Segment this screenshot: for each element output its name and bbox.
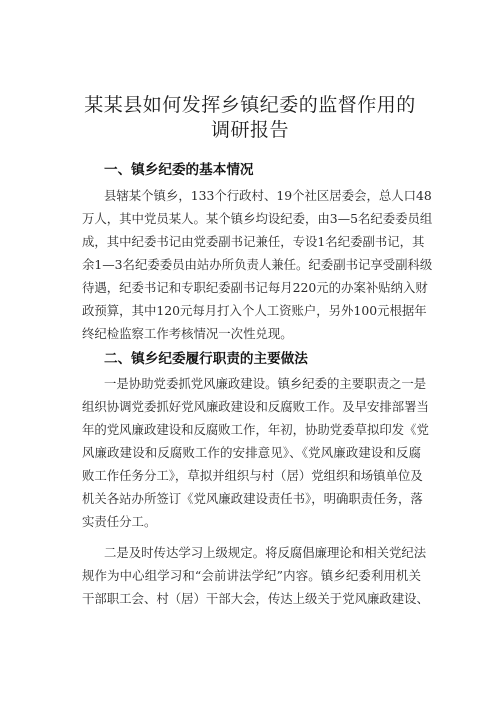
section-2-paragraph-1-line: 风廉政建设和反腐败工作的安排意见》、《党风廉政建设和反腐: [82, 445, 421, 460]
document-title-line-2: 调研报告: [210, 119, 289, 141]
section-1-heading: 一、镇乡纪委的基本情况: [104, 162, 254, 178]
section-2-paragraph-1-line: 年的党风廉政建设和反腐败工作，年初，协助党委草拟印发《党: [82, 422, 429, 437]
section-1-paragraph-line: 余1—3名纪委委员由站办所负责人兼任。纪委副书记享受副科级: [82, 257, 433, 272]
section-1-paragraph-line: 政预算，其中120元每月打入个人工资账户，另外100元根据年: [82, 303, 427, 318]
section-1-paragraph-line: 待遇，纪委书记和专职纪委副书记每月220元的办案补贴纳入财: [82, 280, 428, 295]
section-2-paragraph-1-line: 组织协调党委抓好党风廉政建设和反腐败工作。及早安排部署当: [82, 399, 429, 414]
section-2-paragraph-1-line: 机关各站办所签订《党风廉政建设责任书》，明确职责任务，落: [82, 491, 423, 506]
section-2-paragraph-2-line: 规作为中心组学习和“会前讲法学纪”内容。镇乡纪委利用机关: [82, 568, 421, 583]
section-2-heading: 二、镇乡纪委履行职责的主要做法: [104, 351, 308, 367]
section-1-paragraph-line: 终纪检监察工作考核情况一次性兑现。: [82, 326, 293, 341]
section-2-paragraph-2-line: 干部职工会、村（居）干部大会，传达上级关于党风廉政建设、: [82, 591, 429, 606]
section-2-paragraph-2-line: 二是及时传达学习上级规定。将反腐倡廉理论和相关党纪法: [104, 545, 427, 560]
section-2-paragraph-1-line: 一是协助党委抓党风廉政建设。镇乡纪委的主要职责之一是: [104, 376, 427, 391]
section-2-paragraph-1-line: 败工作任务分工》，草拟并组织与村（居）党组织和场镇单位及: [82, 468, 423, 483]
section-1-paragraph-line: 县辖某个镇乡，133个行政村、19个社区居委会，总人口48: [104, 188, 432, 203]
document-title-line-1: 某某县如何发挥乡镇纪委的监督作用的: [84, 94, 416, 116]
section-1-paragraph-line: 万人，其中党员某人。某个镇乡均设纪委，由3—5名纪委委员组: [82, 211, 433, 226]
section-2-paragraph-1-line: 实责任分工。: [82, 514, 157, 529]
section-1-paragraph-line: 成，其中纪委书记由党委副书记兼任，专设1名纪委副书记，其: [82, 234, 425, 249]
